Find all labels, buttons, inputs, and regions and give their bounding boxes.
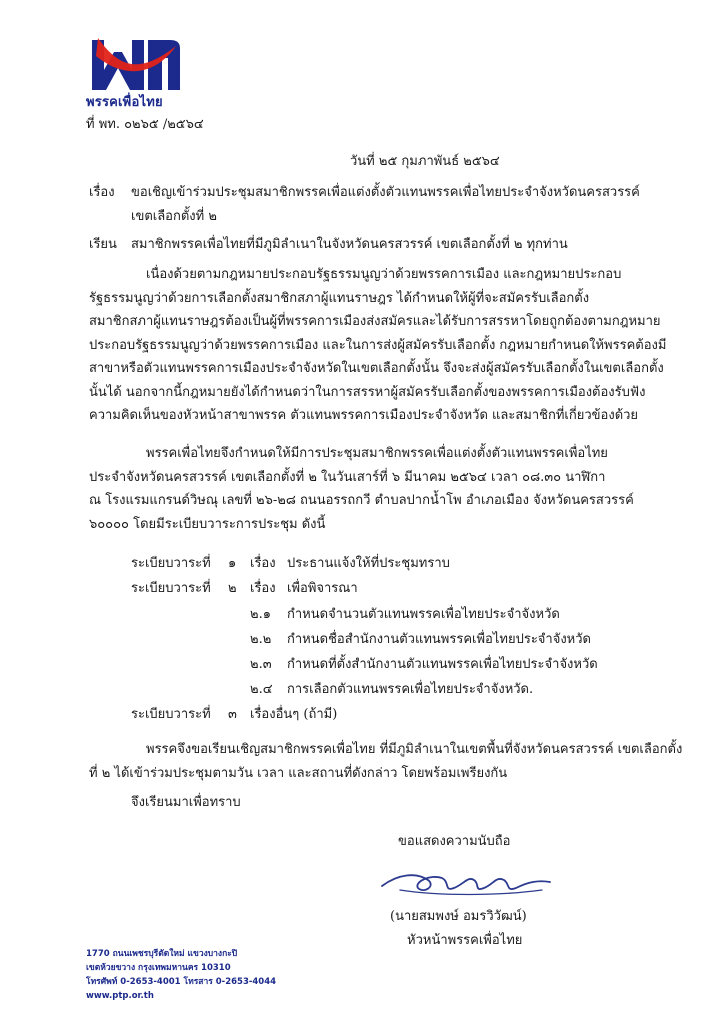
footer-line: 1770 ถนนเพชรบุรีตัดใหม่ แขวงบางกะปิ bbox=[86, 949, 238, 959]
paragraph-line: ณ โรงแรมแกรนด์วิษณุ เลขที่ ๒๖-๒๘ ถนนอรรถกวี ตำบลปากน้ำโพ อำเภอเมือง จังหวัดนครสวรรค์ bbox=[89, 493, 634, 508]
closing-paragraph bbox=[89, 738, 682, 785]
document-date: วันที่ ๒๕ กุมภาพันธ์ ๒๕๖๔ bbox=[350, 154, 500, 169]
agenda-item-text: เพื่อพิจารณา bbox=[287, 581, 358, 596]
agenda-item-text: เรื่องอื่นๆ (ถ้ามี) bbox=[250, 707, 338, 722]
body-paragraph-1 bbox=[89, 263, 666, 428]
agenda-subitem-number: ๒.๑ bbox=[250, 607, 271, 622]
agenda-item-label: ระเบียบวาระที่ bbox=[131, 556, 211, 571]
agenda-item bbox=[131, 702, 211, 727]
footer-line: โทรศัพท์ 0-2653-4001 โทรสาร 0-2653-4044 bbox=[86, 977, 277, 987]
party-name-logo: พรรคเพื่อไทย bbox=[86, 95, 163, 110]
agenda-item-number: ๓ bbox=[228, 707, 237, 722]
agenda-item-text: ประธานแจ้งให้ที่ประชุมทราบ bbox=[287, 556, 450, 571]
agenda-item-keyword: เรื่อง bbox=[250, 556, 276, 571]
paragraph-line: สมาชิกสภาผู้แทนราษฎรต้องเป็นผู้ที่พรรคการเมืองส่งสมัครและได้รับการสรรหาโดยถูกต้องตามกฎหมาย bbox=[89, 314, 661, 329]
paragraph-line: เนื่องด้วยตามกฎหมายประกอบรัฐธรรมนูญว่าด้วยพรรคการเมือง และกฎหมายประกอบ bbox=[146, 267, 622, 282]
closing-regards: ขอแสดงความนับถือ bbox=[398, 834, 511, 849]
body-paragraph-2 bbox=[89, 442, 634, 536]
paragraph-line: ประจำจังหวัดนครสวรรค์ เขตเลือกตั้งที่ ๒ ในวันเสาร์ที่ ๖ มีนาคม ๒๕๖๔ เวลา ๐๘.๓๐ นาฬิกา bbox=[89, 469, 606, 485]
subject-label: เรื่อง bbox=[89, 185, 115, 200]
agenda-item-label: ระเบียบวาระที่ bbox=[131, 581, 211, 596]
recipient-text: สมาชิกพรรคเพื่อไทยที่มีภูมิลำเนาในจังหวัดนครสวรรค์ เขตเลือกตั้งที่ ๒ ทุกท่าน bbox=[131, 237, 568, 252]
party-logo-mark bbox=[88, 36, 180, 94]
signatory-position: หัวหน้าพรรคเพื่อไทย bbox=[407, 933, 523, 948]
agenda-subitem-number: ๒.๔ bbox=[250, 682, 273, 697]
agenda-subitem-text: กำหนดที่ตั้งสำนักงานตัวแทนพรรคเพื่อไทยประจำจังหวัด bbox=[287, 657, 598, 672]
paragraph-line: ๖๐๐๐๐ โดยมีระเบียบวาระการประชุม ดังนี้ bbox=[89, 516, 326, 532]
agenda-item-number: ๒ bbox=[228, 581, 237, 596]
footer-website: www.ptp.or.th bbox=[86, 991, 154, 1001]
signatory-name: (นายสมพงษ์ อมรวิวัฒน์) bbox=[390, 909, 527, 924]
agenda-item-keyword: เรื่อง bbox=[250, 581, 276, 596]
closing-inform: จึงเรียนมาเพื่อทราบ bbox=[131, 795, 241, 810]
agenda-subitem-number: ๒.๒ bbox=[250, 632, 272, 647]
agenda-item-number: ๑ bbox=[228, 556, 237, 571]
paragraph-line: ประกอบรัฐธรรมนูญว่าด้วยพรรคการเมือง และในการส่งผู้สมัครรับเลือกตั้ง กฎหมายกำหนดให้พรรคต้องมี bbox=[89, 337, 667, 353]
subject-line-1: ขอเชิญเข้าร่วมประชุมสมาชิกพรรคเพื่อแต่งตั้งตัวแทนพรรคเพื่อไทยประจำจังหวัดนครสวรรค์ bbox=[131, 185, 640, 200]
document-number: ที่ พท. ๐๒๖๕ /๒๕๖๔ bbox=[86, 117, 204, 132]
agenda-subitem-text: การเลือกตัวแทนพรรคเพื่อไทยประจำจังหวัด. bbox=[287, 682, 534, 697]
recipient-label: เรียน bbox=[89, 237, 117, 252]
agenda-subitem-text: กำหนดจำนวนตัวแทนพรรคเพื่อไทยประจำจังหวัด bbox=[287, 607, 560, 622]
agenda-item-label: ระเบียบวาระที่ bbox=[131, 707, 211, 722]
paragraph-line: รัฐธรรมนูญว่าด้วยการเลือกตั้งสมาชิกสภาผู้แทนราษฎร ได้กำหนดให้ผู้ที่จะสมัครรับเลือกตั้ง bbox=[89, 290, 590, 306]
paragraph-line: นั้นได้ นอกจากนี้กฎหมายยังได้กำหนดว่าในการสรรหาผู้สมัครรับเลือกตั้งของพรรคการเมืองต้องรับฟัง bbox=[89, 384, 646, 400]
paragraph-line: สาขาหรือตัวแทนพรรคการเมืองประจำจังหวัดในเขตเลือกตั้งนั้น จึงจะส่งผู้สมัครรับเลือกตั้งในเขตเลือกตั้ง bbox=[89, 361, 664, 376]
signature-image bbox=[378, 866, 554, 900]
agenda-item bbox=[131, 576, 211, 601]
paragraph-line: ความคิดเห็นของหัวหน้าสาขาพรรค ตัวแทนพรรคการเมืองประจำจังหวัด และสมาชิกที่เกี่ยวข้องด้วย bbox=[89, 408, 639, 423]
footer-address bbox=[86, 947, 276, 1003]
paragraph-line: ที่ ๒ ได้เข้าร่วมประชุมตามวัน เวลา และสถานที่ดังกล่าว โดยพร้อมเพรียงกัน bbox=[89, 765, 508, 781]
agenda-subitem-number: ๒.๓ bbox=[250, 657, 272, 672]
subject-line-2: เขตเลือกตั้งที่ ๒ bbox=[131, 209, 217, 224]
paragraph-line: พรรคเพื่อไทยจึงกำหนดให้มีการประชุมสมาชิกพรรคเพื่อแต่งตั้งตัวแทนพรรคเพื่อไทย bbox=[146, 446, 608, 461]
agenda-subitem-text: กำหนดชื่อสำนักงานตัวแทนพรรคเพื่อไทยประจำจังหวัด bbox=[287, 632, 591, 647]
footer-line: เขตห้วยขวาง กรุงเทพมหานคร 10310 bbox=[86, 963, 231, 973]
agenda-item bbox=[131, 551, 211, 576]
paragraph-line: พรรคจึงขอเรียนเชิญสมาชิกพรรคเพื่อไทย ที่มีภูมิลำเนาในเขตพื้นที่จังหวัดนครสวรรค์ เขตเลือกตั้ง bbox=[146, 742, 683, 757]
